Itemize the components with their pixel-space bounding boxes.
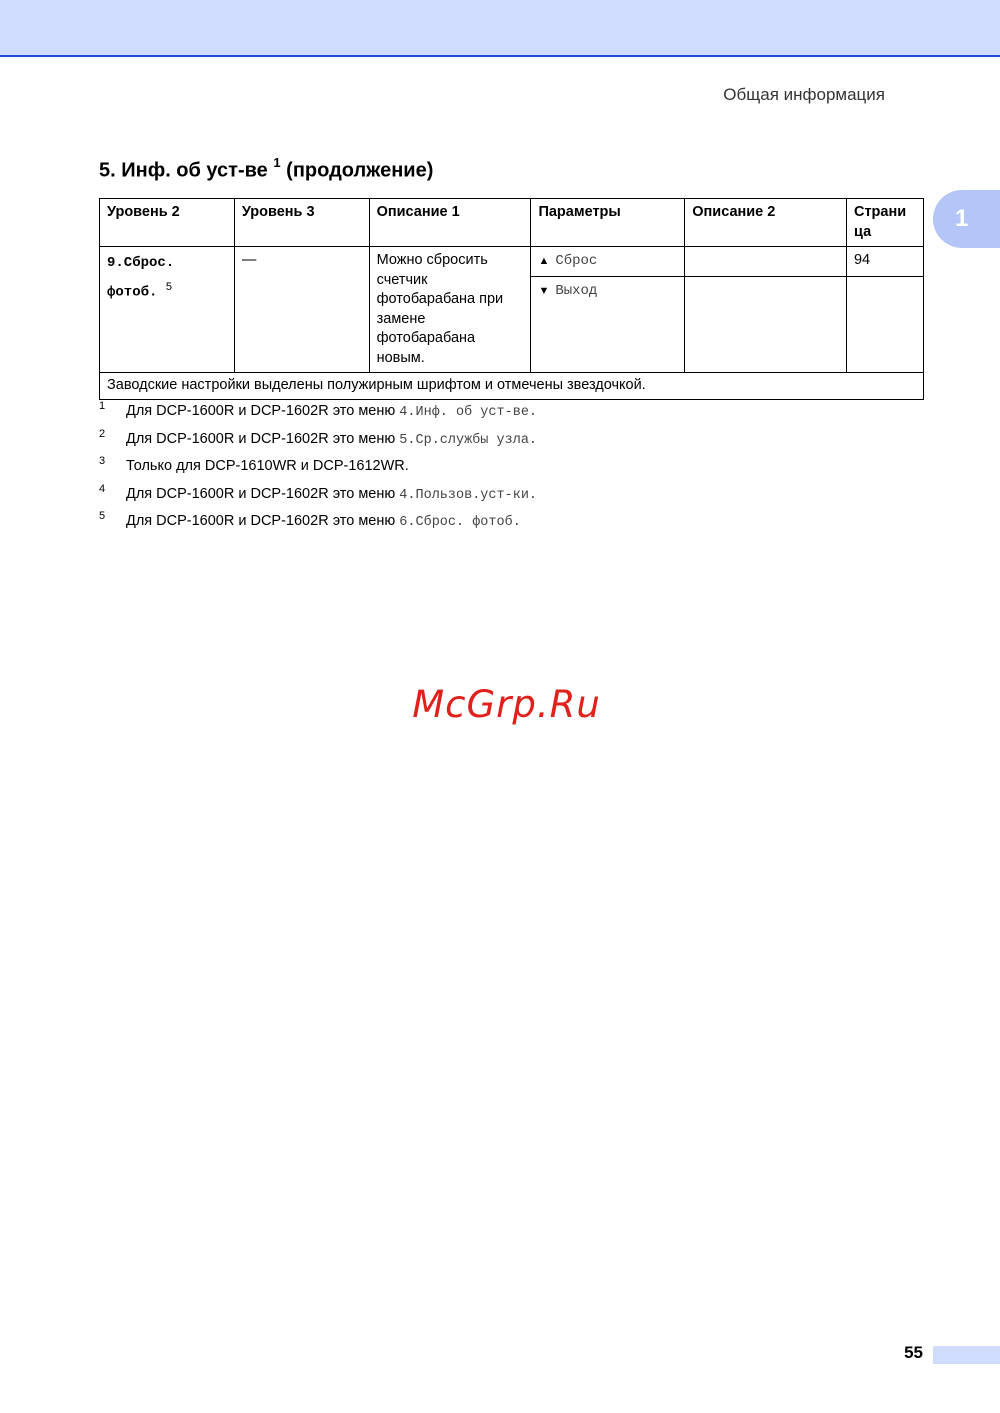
footnote-number: 2 [99, 427, 106, 440]
watermark: McGrp.Ru [412, 683, 601, 726]
cell-page-empty [846, 277, 923, 373]
footnote-text-wrap [126, 431, 537, 448]
cell-page: 94 [846, 247, 923, 277]
section-title-suffix: (продолжение) [286, 159, 434, 182]
chapter-tab [933, 190, 1000, 248]
section-title [99, 157, 433, 183]
table-row [100, 247, 924, 277]
footnote-number: 3 [99, 455, 106, 467]
triangle-up-icon: ▲ [538, 255, 550, 267]
footnote-text-wrap [126, 403, 537, 420]
footnote-text: Для DCP-1600R и DCP-1602R это меню [126, 430, 400, 447]
level2-value: 9.Сброс. фотоб. [107, 255, 175, 301]
settings-table [99, 198, 924, 400]
cell-description1: Можно сбросить счетчик фотобарабана при замене фотобарабана новым. [369, 247, 531, 373]
level2-footnote-ref: 5 [165, 281, 172, 293]
header-level2: Уровень 2 [100, 199, 235, 247]
footnote-text: Для DCP-1600R и DCP-1602R это меню [126, 403, 400, 419]
header-parameters: Параметры [531, 199, 685, 247]
bottom-page-tab [933, 1346, 1000, 1364]
cell-level2 [100, 247, 235, 373]
footnote-menu-code: 5.Ср.службы узла. [399, 432, 538, 448]
header-description1: Описание 1 [369, 199, 531, 247]
chapter-tab-number: 1 [955, 205, 969, 232]
section-title-text: 5. Инф. об уст-ве [99, 159, 268, 182]
footnote-menu-code: 4.Инф. об уст-ве. [399, 405, 538, 420]
section-title-footnote-ref: 1 [273, 155, 281, 170]
cell-param-reset [531, 247, 685, 277]
triangle-down-icon: ▼ [538, 285, 550, 298]
cell-param-exit [531, 277, 685, 373]
cell-description2-exit [685, 277, 847, 373]
running-header-title: Общая информация [723, 85, 885, 104]
header-description2: Описание 2 [685, 199, 847, 247]
footnote-number: 4 [99, 482, 106, 495]
param-exit-label: Выход [555, 283, 598, 300]
footnote-number: 1 [99, 400, 106, 412]
footnote-menu-code: 6.Сброс. фотоб. [399, 515, 521, 530]
cell-description2-reset [685, 247, 847, 277]
footnote-text-wrap [126, 513, 521, 530]
footnote-text-wrap [126, 458, 409, 475]
table-header-row [100, 199, 924, 247]
footnote-text: Для DCP-1600R и DCP-1602R это меню [126, 485, 400, 502]
header-page: Страни ца [846, 199, 923, 247]
cell-level3: — [234, 247, 369, 373]
table-footer-row [100, 373, 924, 400]
footnote-text: Только для DCP-1610WR и DCP-1612WR. [126, 458, 409, 474]
param-reset-label: Сброс [555, 253, 598, 269]
footnote-menu-code: 4.Пользов.уст-ки. [399, 487, 538, 503]
footnote-number: 5 [99, 510, 106, 522]
footnote-text: Для DCP-1600R и DCP-1602R это меню [126, 513, 400, 529]
page-number: 55 [904, 1343, 923, 1362]
footnote-text-wrap [126, 486, 537, 503]
header-level3: Уровень 3 [234, 199, 369, 247]
top-header-band [0, 0, 1000, 57]
factory-settings-note: Заводские настройки выделены полужирным шрифтом и отмечены звездочкой. [100, 373, 924, 400]
